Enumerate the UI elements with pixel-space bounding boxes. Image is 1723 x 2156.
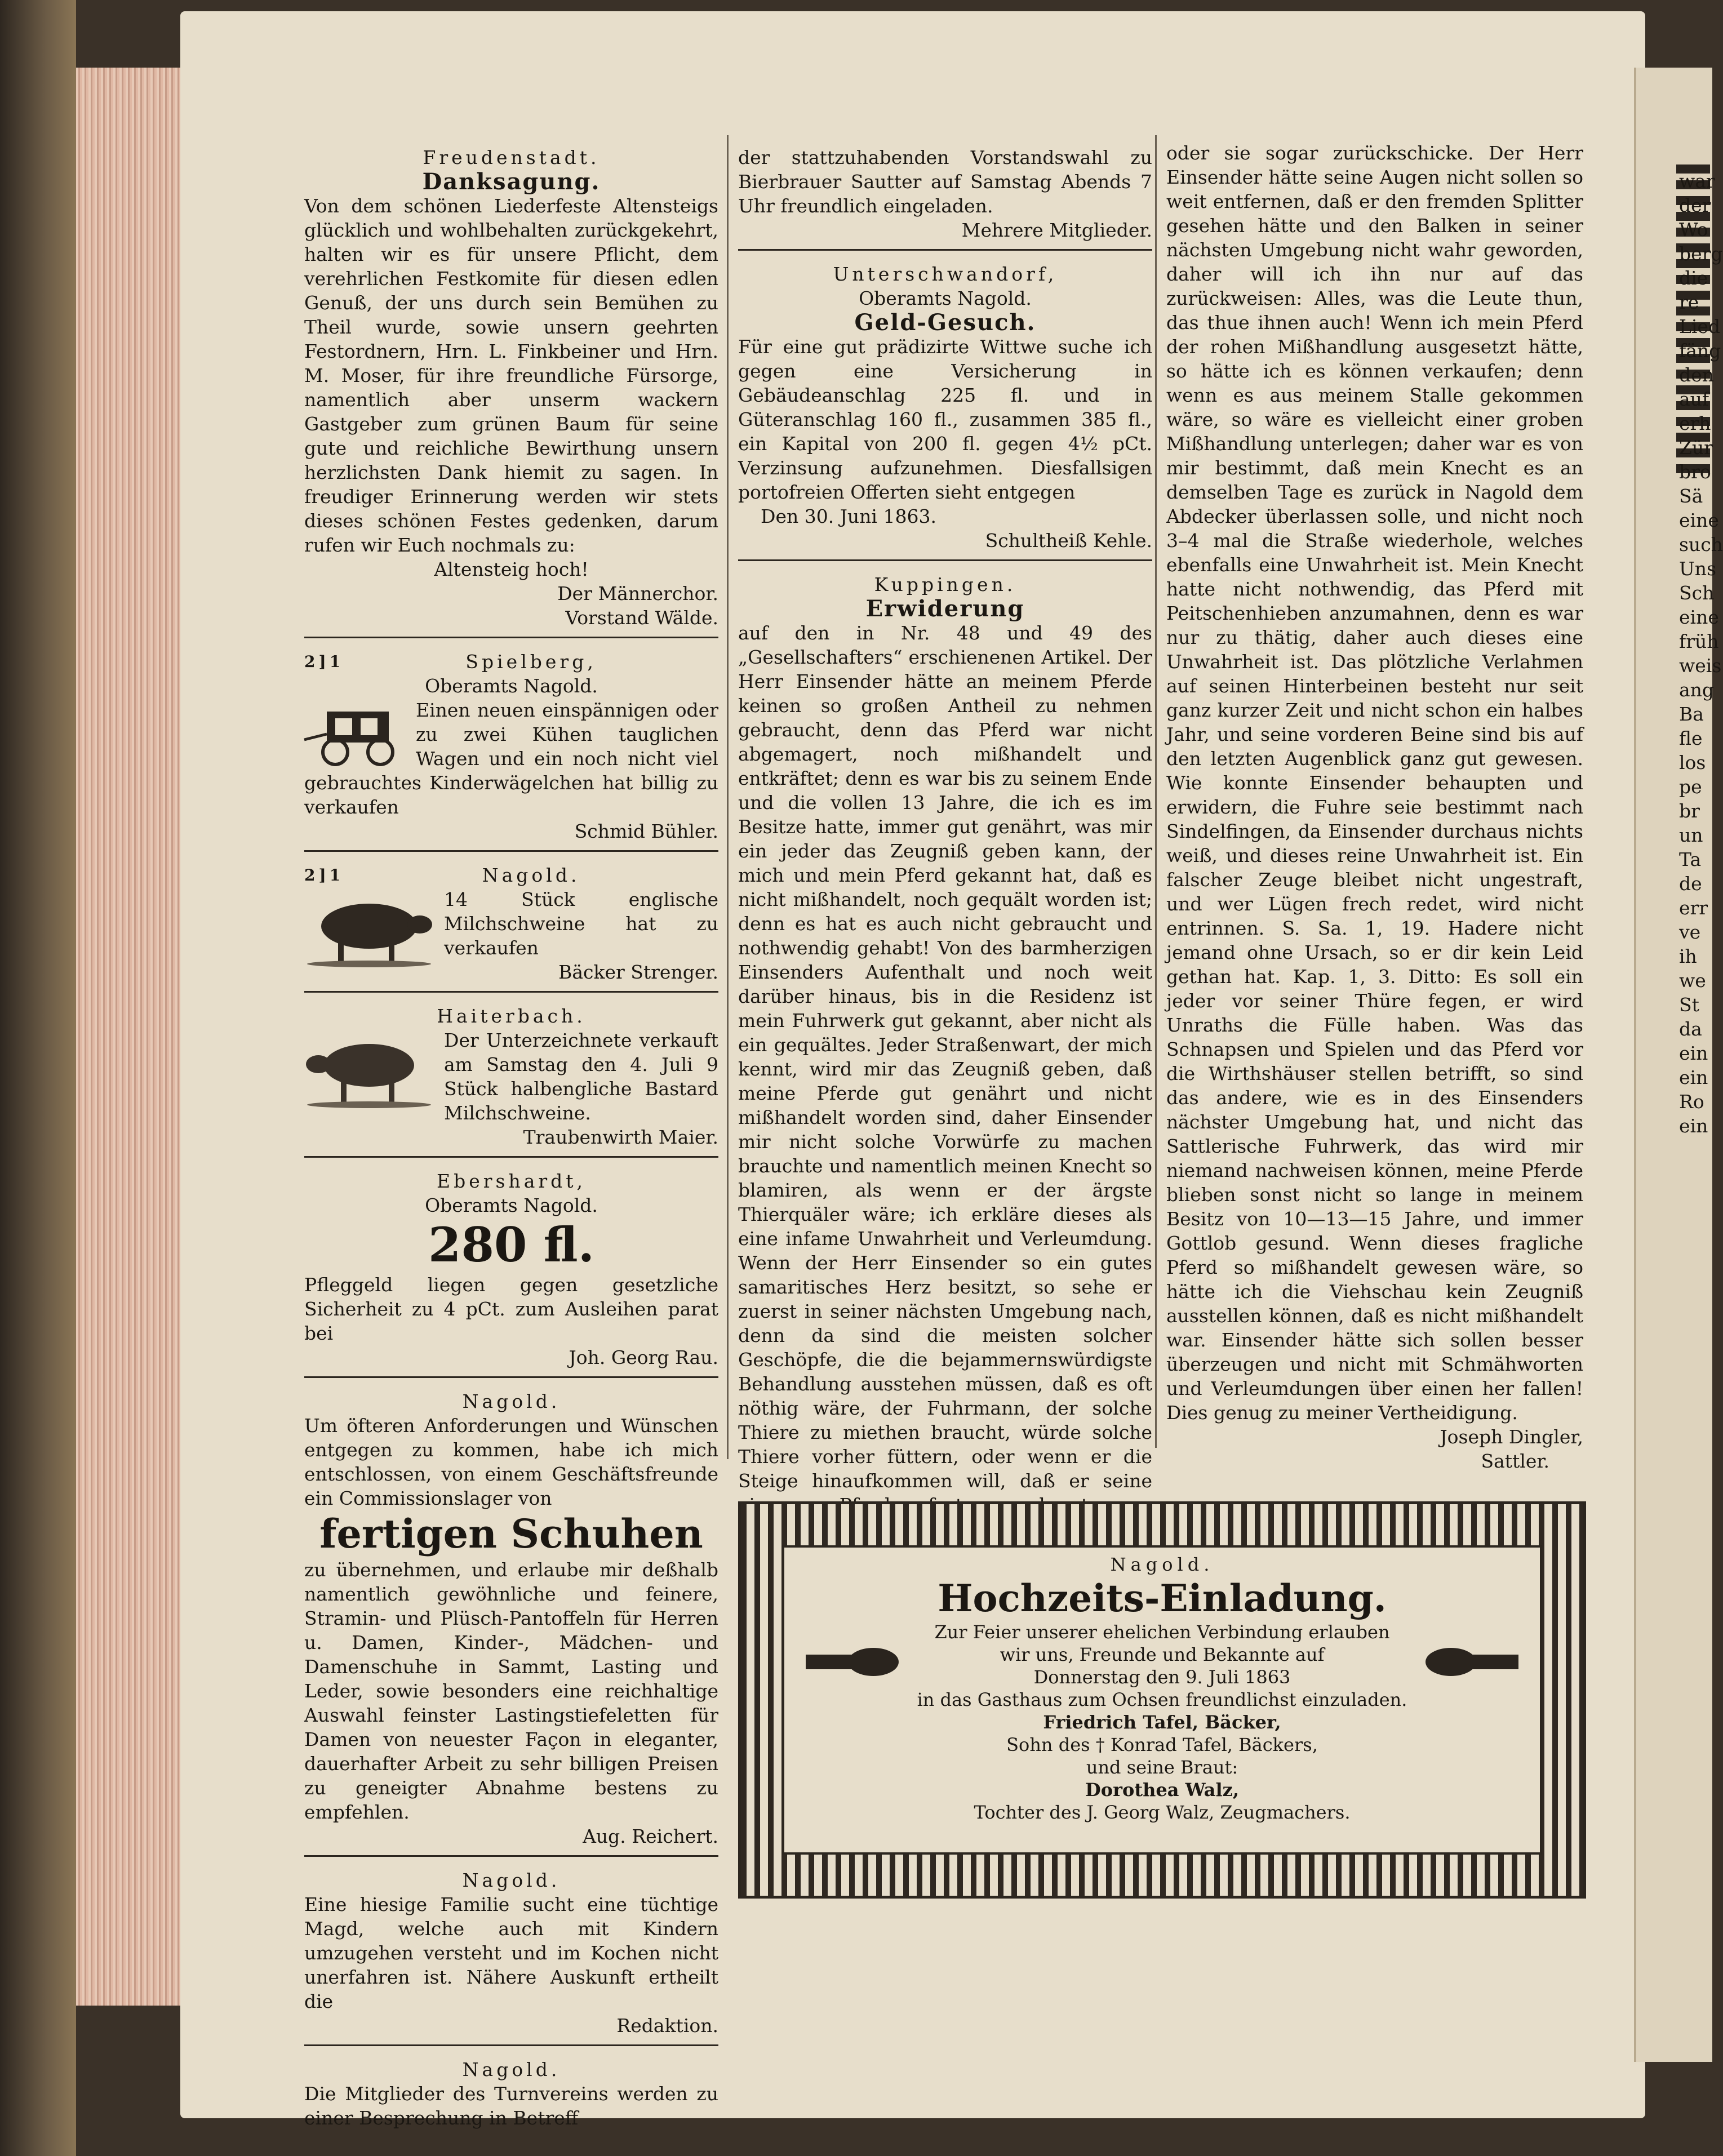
ad-subplace: Oberamts Nagold. bbox=[425, 1194, 598, 1216]
groom-name: Friedrich Tafel, Bäcker, bbox=[1043, 1712, 1281, 1733]
facing-page-fragment: re bbox=[1679, 291, 1699, 313]
ad-place: Nagold. bbox=[462, 1390, 561, 1412]
facing-page-fragment: Sä bbox=[1679, 485, 1703, 507]
ad-ebershardt bbox=[304, 1164, 718, 1378]
facing-page-fragment: Ro bbox=[1679, 1091, 1704, 1113]
ad-signature: Sattler. bbox=[1481, 1450, 1549, 1472]
invitation-and: und seine Braut: bbox=[1086, 1757, 1238, 1778]
wedding-invitation bbox=[738, 1501, 1586, 1899]
facing-page-fragment: Wo bbox=[1679, 219, 1708, 241]
invitation-place: Nagold. bbox=[1110, 1554, 1214, 1575]
facing-page-fragment: den bbox=[1679, 364, 1714, 386]
facing-page-fragment: pe bbox=[1679, 776, 1702, 798]
facing-page-fragment: ein bbox=[1679, 1042, 1708, 1064]
ad-signature: Schmid Bühler. bbox=[574, 820, 718, 842]
facing-page-fragment: Sch bbox=[1679, 582, 1715, 604]
ad-geld-gesuch bbox=[738, 257, 1152, 561]
facing-page-fragment: auf bbox=[1679, 388, 1709, 410]
facing-page-fragment: Ta bbox=[1679, 848, 1702, 870]
facing-page-fragment: die bbox=[1679, 267, 1708, 289]
facing-page-fragment: Uns bbox=[1679, 558, 1716, 580]
carriage-illustration bbox=[304, 700, 406, 768]
facing-page-fragment: früh bbox=[1679, 630, 1719, 652]
ad-turnverein-cont bbox=[738, 141, 1152, 251]
column-rule-2 bbox=[1155, 135, 1157, 1448]
groom-parent: Sohn des † Konrad Tafel, Bäckers, bbox=[1006, 1734, 1318, 1755]
ad-magd bbox=[304, 1864, 718, 2046]
facing-page-fragment: ein bbox=[1679, 1066, 1708, 1088]
book-cover-left bbox=[0, 0, 76, 2156]
ad-text: Von dem schönen Liederfeste Altensteigs glücklich und wohlbehalten zurückgekehrt, halten wir es für unsere Pflicht, dem verehrlichen Festkomite für diesen edlen Genuß, der uns durch sein Bemühen zu Theil wurde, sowie unsern geehrten Festordnern, Hrn. L. Finkbeiner und Hrn. M. Moser, für ihre freundliche Fürsorge, namentlich aber unserm wackern Gastgeber zum grünen Baum für seine gute und reichliche Bewirthung unsern herzlichsten Dank hiemit zu sagen. In freudiger Erinnerung werden wir stets dieses schönen Festes gedenken, darum rufen wir Euch nochmals zu: bbox=[304, 195, 718, 556]
ad-place: Spielberg, bbox=[465, 651, 597, 673]
ad-place: Unterschwandorf, bbox=[833, 263, 1058, 285]
facing-page-fragment: we bbox=[1679, 970, 1706, 992]
ad-schuhe bbox=[304, 1385, 718, 1857]
ad-spielberg bbox=[304, 645, 718, 852]
facing-page-fragment: un bbox=[1679, 824, 1703, 846]
ad-place: Kuppingen. bbox=[874, 574, 1016, 595]
ad-turnverein bbox=[304, 2053, 718, 2137]
ad-haiterbach bbox=[304, 999, 718, 1158]
ad-danksagung bbox=[304, 141, 718, 638]
ad-text: zu übernehmen, und erlaube mir deßhalb namentlich gewöhnliche und feinere, Stramin- und Plüsch-Pantoffeln für Herren u. Damen, Kinder-, Mädchen- und Damenschuhe in Sammt, Lasting und Leder, sowie besonders eine reichhaltige Auswahl feinster Lastingstiefeletten für Damen von neuester Façon in eleganter, dauerhafter Arbeit zu sehr billigen Preisen zu geneigter Abnahme bestens zu empfehlen. bbox=[304, 1559, 718, 1823]
invitation-text bbox=[800, 1553, 1524, 1824]
facing-page-fragment: Lied bbox=[1679, 315, 1721, 337]
ad-text: der stattzuhabenden Vorstandswahl zu Bierbrauer Sautter auf Samstag Abends 7 Uhr freundlich eingeladen. bbox=[738, 146, 1152, 217]
facing-page-fragment: ein bbox=[1679, 1115, 1708, 1137]
ad-text: 14 Stück englische Milchschweine hat zu verkaufen bbox=[444, 888, 718, 959]
invitation-line: Zur Feier unserer ehelichen Verbindung erlauben wir uns, Freunde und Bekannte auf bbox=[934, 1621, 1390, 1665]
ad-number: 2]1 bbox=[304, 652, 344, 671]
facing-page-fragment: such bbox=[1679, 534, 1723, 555]
column-3 bbox=[1166, 141, 1583, 1473]
ad-signature: Redaktion. bbox=[616, 2015, 718, 2037]
invitation-title: Hochzeits-Einladung. bbox=[938, 1576, 1387, 1620]
ad-text: Einen neuen einspännigen oder zu zwei Kühen tauglichen Wagen und ein noch nicht viel gebrauchtes Kinderwägelchen hat billig zu verkaufen bbox=[304, 699, 718, 818]
invitation-date: Donnerstag den 9. Juli 1863 bbox=[1033, 1666, 1291, 1688]
ad-place: Haiterbach. bbox=[437, 1005, 586, 1027]
ad-text: Die Mitglieder des Turnvereins werden zu einer Besprechung in Betreff bbox=[304, 2083, 718, 2129]
ad-text: Eine hiesige Familie sucht eine tüchtige Magd, welche auch mit Kindern umzugehen versteht und im Kochen nicht unerfahren ist. Nähere Auskunft ertheilt die bbox=[304, 1893, 718, 2012]
facing-page-fragment: erh bbox=[1679, 412, 1711, 434]
ad-signature: Aug. Reichert. bbox=[583, 1825, 718, 1847]
ad-signature: Schultheiß Kehle. bbox=[985, 530, 1152, 552]
pig-illustration bbox=[304, 1030, 434, 1109]
ad-place: Freudenstadt. bbox=[423, 146, 600, 168]
ad-signature: Vorstand Wälde. bbox=[565, 607, 718, 629]
facing-page-fragment: los bbox=[1679, 752, 1706, 774]
facing-page-fragment: de bbox=[1679, 873, 1702, 895]
ad-signature: Joseph Dingler, bbox=[1440, 1426, 1583, 1448]
facing-page-fragment: bro bbox=[1679, 461, 1711, 483]
ad-text: Um öfteren Anforderungen und Wünschen entgegen zu kommen, habe ich mich entschlossen, von einem Geschäftsfreunde ein Commissionslager von bbox=[304, 1415, 718, 1509]
ad-title: Geld-Gesuch. bbox=[854, 309, 1036, 336]
facing-page-text bbox=[1679, 169, 1723, 1803]
pig-illustration bbox=[304, 890, 434, 968]
ad-cheer: Altensteig hoch! bbox=[434, 558, 589, 580]
facing-page-fragment: err bbox=[1679, 897, 1708, 919]
facing-page-fragment: fle bbox=[1679, 727, 1703, 749]
column-rule-1 bbox=[727, 135, 729, 1459]
ad-text: auf den in Nr. 48 und 49 des „Gesellschafters“ erschienenen Artikel. Der Herr Einsender hätte an meinem Pferde keinen so großen Antheil zu nehmen gebraucht, denn das Pferd war nicht abgemagert, noch mißhandelt und entkräftet; denn es war bis zu seinem Ende und die vollen 13 Jahre, die ich es im Besitze hatte, immer gut genährt, was mir ein jeder das Zeugniß geben kann, der mich und mein Pferd gekannt hat, daß es nicht mißhandelt, noch gequält worden ist; denn es hat es auch nicht gebraucht und nothwendig gehabt! Von des barmherzigen Einsenders Aufenthalt und noch weit darüber hinaus, bis in die Residenz ist mein Fuhrwerk gut gekannt, aber nicht als ein gequältes. Jeder Straßenwart, der mich kennt, wird mir das Zeugniß geben, daß meine Pferde gut genährt und nicht mißhandelt worden sind, daher Einsender mir nicht solche Vorwürfe zu machen brauchte und namentlich meinen Knecht so blamiren, als wenn er der ärgste Thierquäler wäre; ich erkläre dieses als eine infame Unwahrheit und Verleumdung. Wenn der Herr Einsender so ein gutes samaritisches Herz besitzt, so sehe er zuerst in seiner nächsten Umgebung nach, denn da sind die meisten solcher Geschöpfe, die die bejammernswürdigste Behandlung ausstehen müssen, daß es oft nöthig wäre, der Fuhrmann, der solche Thiere zu miethen braucht, würde solche Thiere vorher füttern, oder wenn er die Steige hinaufkommen will, daß er seine bbox=[738, 622, 1152, 1492]
facing-page-fragment: berg bbox=[1679, 243, 1723, 265]
ad-subplace: Oberamts Nagold. bbox=[859, 287, 1032, 309]
facing-page-fragment: ve bbox=[1679, 921, 1701, 943]
ad-headline: fertigen Schuhen bbox=[319, 1510, 703, 1557]
ad-text: Für eine gut prädizirte Wittwe suche ich gegen eine Versicherung in Gebäudeanschlag 225 fl. und in Güteranschlag 160 fl., zusammen 385 fl., ein Kapital von 200 fl. gegen 4½ pCt. Verzinsung aufzunehmen. Diesfallsigen portofreien Offerten sieht entgegen bbox=[738, 336, 1152, 503]
ad-title: Erwiderung bbox=[865, 595, 1025, 622]
facing-page-fragment: der bbox=[1679, 194, 1711, 216]
ad-amount: 280 fl. bbox=[428, 1217, 594, 1273]
ad-signature: Bäcker Strenger. bbox=[558, 961, 718, 983]
ad-number: 2]1 bbox=[304, 866, 344, 884]
ad-signature: Traubenwirth Maier. bbox=[523, 1126, 718, 1148]
facing-page-fragment: br bbox=[1679, 800, 1700, 822]
bride-name: Dorothea Walz, bbox=[1085, 1779, 1239, 1801]
invitation-line: in das Gasthaus zum Ochsen freundlichst einzuladen. bbox=[917, 1689, 1407, 1710]
column-1 bbox=[304, 141, 718, 2144]
ad-signature: Der Männerchor. bbox=[557, 583, 718, 604]
ad-subplace: Oberamts Nagold. bbox=[425, 675, 598, 697]
facing-page-fragment: ih bbox=[1679, 945, 1697, 967]
ad-text: Der Unterzeichnete verkauft am Samstag den 4. Juli 9 Stück halbengliche Bastard Milchschweine. bbox=[444, 1029, 718, 1124]
ad-text: Pfleggeld liegen gegen gesetzliche Sicherheit zu 4 pCt. zum Ausleihen parat bei bbox=[304, 1274, 718, 1344]
bride-parent: Tochter des J. Georg Walz, Zeugmachers. bbox=[974, 1802, 1351, 1823]
facing-page-fragment: war bbox=[1679, 170, 1715, 192]
ad-place: Ebershardt, bbox=[436, 1170, 587, 1192]
column-2 bbox=[738, 141, 1152, 1555]
erwiderung-continued: oder sie sogar zurückschicke. Der Herr Einsender hätte seine Augen nicht sollen so weit entfernen, daß er den fremden Splitter gesehen hätte und den Balken in seiner nächsten Umgebung nicht wahr geworden, daher will ich ihn nur auf das zurückweisen: Alles, was die Leute thun, das thue ihnen auch! Wenn ich mein Pferd der rohen Mißhandlung ausgesetzt hätte, so hätte ich es können verkaufen; denn wenn es aus meinem Stalle gekommen wäre, so wäre es vielleicht einer groben Mißhandlung unterlegen; daher war es von mir bestimmt, daß mein Knecht es an demselben Tage es zurück in Nagold dem Abdecker überlassen solle, und nicht noch 3–4 mal die Straße wiederhole, welches ebenfalls eine Unwahrheit ist. Mein Knecht hatte nicht nothwendig, das Pferd mit Peitschenhieben anzumahnen, denn es war nur zu thätig, daher auch dieses eine Unwahrheit ist. Das plötzliche Verlahmen auf seinen Hinterbeinen besteht nur seit ganz kurzer Zeit und nicht schon ein halbes Jahr, und seine vorderen Beine sind bis auf den letzten Augenblick ganz gut gewesen. Wie konnte Einsender behaupten und erwidern, die Fuhre seie bestimmt nach Sindelfingen, da Einsender durchaus nichts weiß, und dieses reine Unwahrheit ist. Ein falscher Zeuge bleibet nicht ungestraft, und wer Lügen frech redet, wird nicht entrinnen. S. Sa. 1, 19. Hadere nicht jemand ohne Ursach, so er dir kein Leid gethan hat. Kap. 1, 3. Ditto: Es soll ein jeder vor seiner Thüre fegen, er wird Unraths die Fülle haben. Was das Schnapsen und Spielen und das Pferd vor die Wirthshäuser stellen betrifft, so sind das andere, wie es in des Einsenders nächster Umgebung hat, und nicht das Sattlerische Fuhrwerk, das wird mir niemand nachweisen können, meine Pferde blieben sonst nicht so lange in meinem Besitz von 10—13—15 Jahre, und immer Gottlob gesund. Wenn dieses fragliche Pferd so mißhandelt gewesen wäre, so hätte ich die Viehschau kein Zeugniß ausstellen können, daß es nicht mißhandelt war. Einsender hätte sich sollen besser überzeugen und nicht mit Schmähworten und Verleumdungen über einen her fallen! Dies genug zu meiner Vertheidigung. bbox=[1166, 142, 1583, 1424]
ad-place: Nagold. bbox=[462, 1869, 561, 1891]
ad-signature: Joh. Georg Rau. bbox=[569, 1346, 718, 1368]
facing-page-fragment: Zür bbox=[1679, 437, 1713, 459]
facing-page-fragment: da bbox=[1679, 1018, 1702, 1040]
ad-place: Nagold. bbox=[482, 864, 580, 886]
facing-page-fragment: eine bbox=[1679, 509, 1719, 531]
facing-page-fragment: ang bbox=[1679, 679, 1715, 701]
facing-page-fragment: fäng bbox=[1679, 340, 1721, 362]
facing-page-fragment: weis bbox=[1679, 655, 1722, 677]
ad-date: Den 30. Juni 1863. bbox=[761, 505, 936, 527]
facing-page-fragment: Ba bbox=[1679, 703, 1704, 725]
facing-page-fragment: eine bbox=[1679, 606, 1719, 628]
facing-page-fragment: St bbox=[1679, 994, 1699, 1016]
ad-title: Danksagung. bbox=[422, 168, 601, 195]
ad-signature: Mehrere Mitglieder. bbox=[961, 219, 1152, 241]
ad-place: Nagold. bbox=[462, 2059, 561, 2081]
page-edges bbox=[76, 68, 194, 2006]
ad-erwiderung bbox=[738, 568, 1152, 1548]
ad-nagold-pigs bbox=[304, 859, 718, 993]
